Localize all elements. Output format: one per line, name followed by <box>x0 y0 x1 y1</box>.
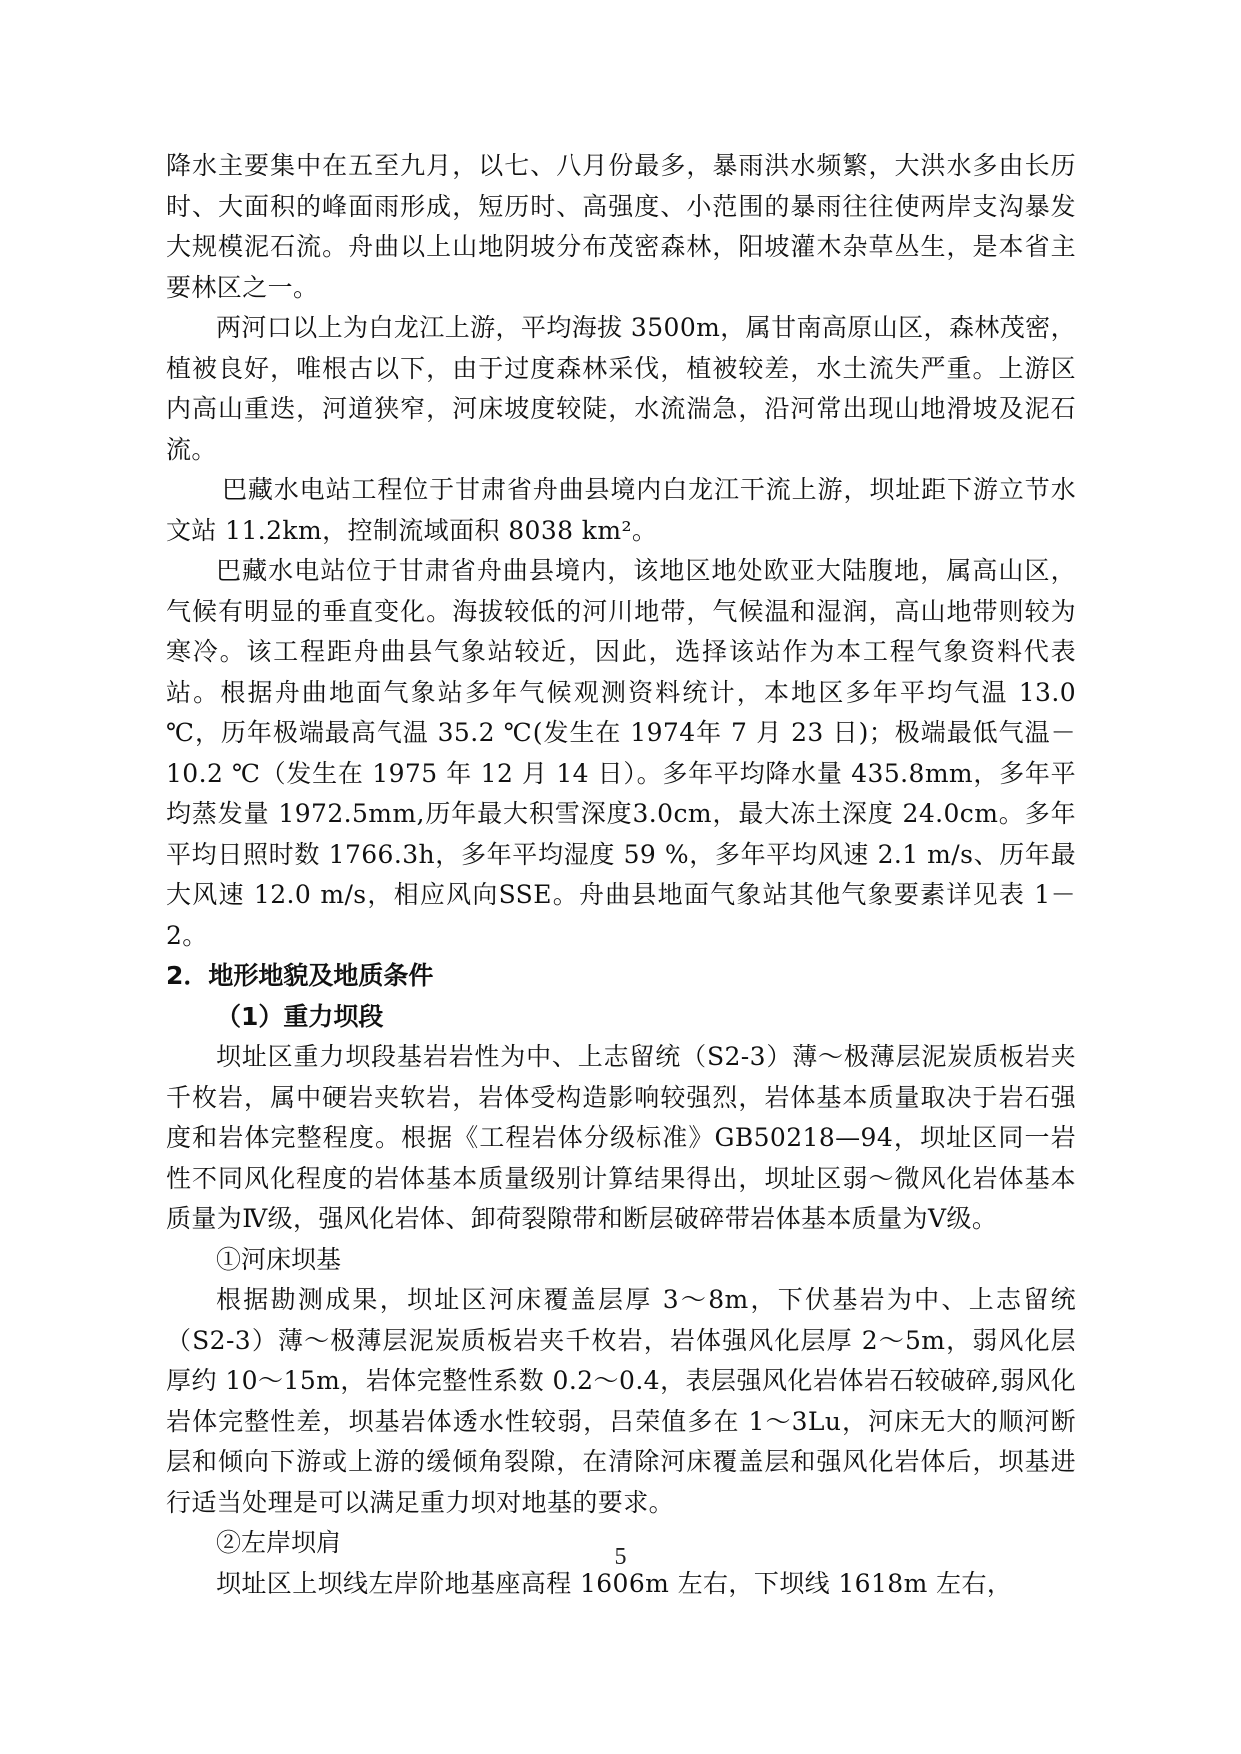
subsection-heading: （1）重力坝段 <box>216 1001 384 1031</box>
item-label-riverbed: ①河床坝基 <box>216 1244 342 1274</box>
item-label-left-abutment: ②左岸坝肩 <box>216 1528 342 1557</box>
section-heading: 2．地形地貌及地质条件 <box>166 961 434 990</box>
document-body <box>166 146 1076 1604</box>
page-number: 5 <box>614 1544 627 1570</box>
paragraph-precipitation: 降水主要集中在五至九月，以七、八月份最多，暴雨洪水频繁，大洪水多由长历时、大面积的峰面雨形成，短历时、高强度、小范围的暴雨往往使两岸支沟暴发大规模泥石流。舟曲以上山地阴坡分布茂密森林，阳坡灌木杂草丛生，是本省主要林区之一。 <box>166 151 1076 302</box>
paragraph-rock-quality: 坝址区重力坝段基岩岩性为中、上志留统（S2-3）薄～极薄层泥炭质板岩夹千枚岩，属中硬岩夹软岩，岩体受构造影响较强烈，岩体基本质量取决于岩石强度和岩体完整程度。根据《工程岩体分级标准》GB50218—94，坝址区同一岩性不同风化程度的岩体基本质量级别计算结果得出，坝址区弱～微风化岩体基本质量为Ⅳ级，强风化岩体、卸荷裂隙带和断层破碎带岩体基本质量为Ⅴ级。 <box>166 1042 1076 1233</box>
paragraph-project-location: 巴藏水电站工程位于甘肃省舟曲县境内白龙江干流上游，坝址距下游立节水文站 11.2km，控制流域面积 8038 km²。 <box>166 475 1076 545</box>
paragraph-climate: 巴藏水电站位于甘肃省舟曲县境内，该地区地处欧亚大陆腹地，属高山区，气候有明显的垂直变化。海拔较低的河川地带，气候温和湿润，高山地带则较为寒冷。该工程距舟曲县气象站较近，因此，选择该站作为本工程气象资料代表站。根据舟曲地面气象站多年气候观测资料统计，本地区多年平均气温 13.0 ℃，历年极端最高气温 35.2 ℃(发生在 1974年 7 月 23 日)；极端最低气温－10.2 ℃（发生在 1975 年 12 月 14 日）。多年平均降水量 435.8mm，多年平均蒸发量 1972.5mm,历年最大积雪深度3.0cm，最大冻土深度 24.0cm。多年平均日照时数 1766.3h，多年平均湿度 59 %，多年平均风速 2.1 m/s、历年最大风速 12.0 m/s，相应风向SSE。舟曲县地面气象站其他气象要素详见表 1－2。 <box>166 556 1076 950</box>
paragraph-upper-reach: 两河口以上为白龙江上游，平均海拔 3500m，属甘南高原山区，森林茂密，植被良好，唯根古以下，由于过度森林采伐，植被较差，水土流失严重。上游区内高山重迭，河道狭窄，河床坡度较陡，水流湍急，沿河常出现山地滑坡及泥石流。 <box>166 313 1076 464</box>
paragraph-left-abutment: 坝址区上坝线左岸阶地基座高程 1606m 左右，下坝线 1618m 左右， <box>216 1568 1013 1598</box>
paragraph-riverbed: 根据勘测成果，坝址区河床覆盖层厚 3～8m，下伏基岩为中、上志留统（S2-3）薄～极薄层泥炭质板岩夹千枚岩，岩体强风化层厚 2～5m，弱风化层厚约 10～15m，岩体完整性系数 0.2～0.4，表层强风化岩体岩石较破碎,弱风化岩体完整性差，坝基岩体透水性较弱，吕荣值多在 1～3Lu，河床无大的顺河断层和倾向下游或上游的缓倾角裂隙，在清除河床覆盖层和强风化岩体后，坝基进行适当处理是可以满足重力坝对地基的要求。 <box>166 1285 1076 1517</box>
